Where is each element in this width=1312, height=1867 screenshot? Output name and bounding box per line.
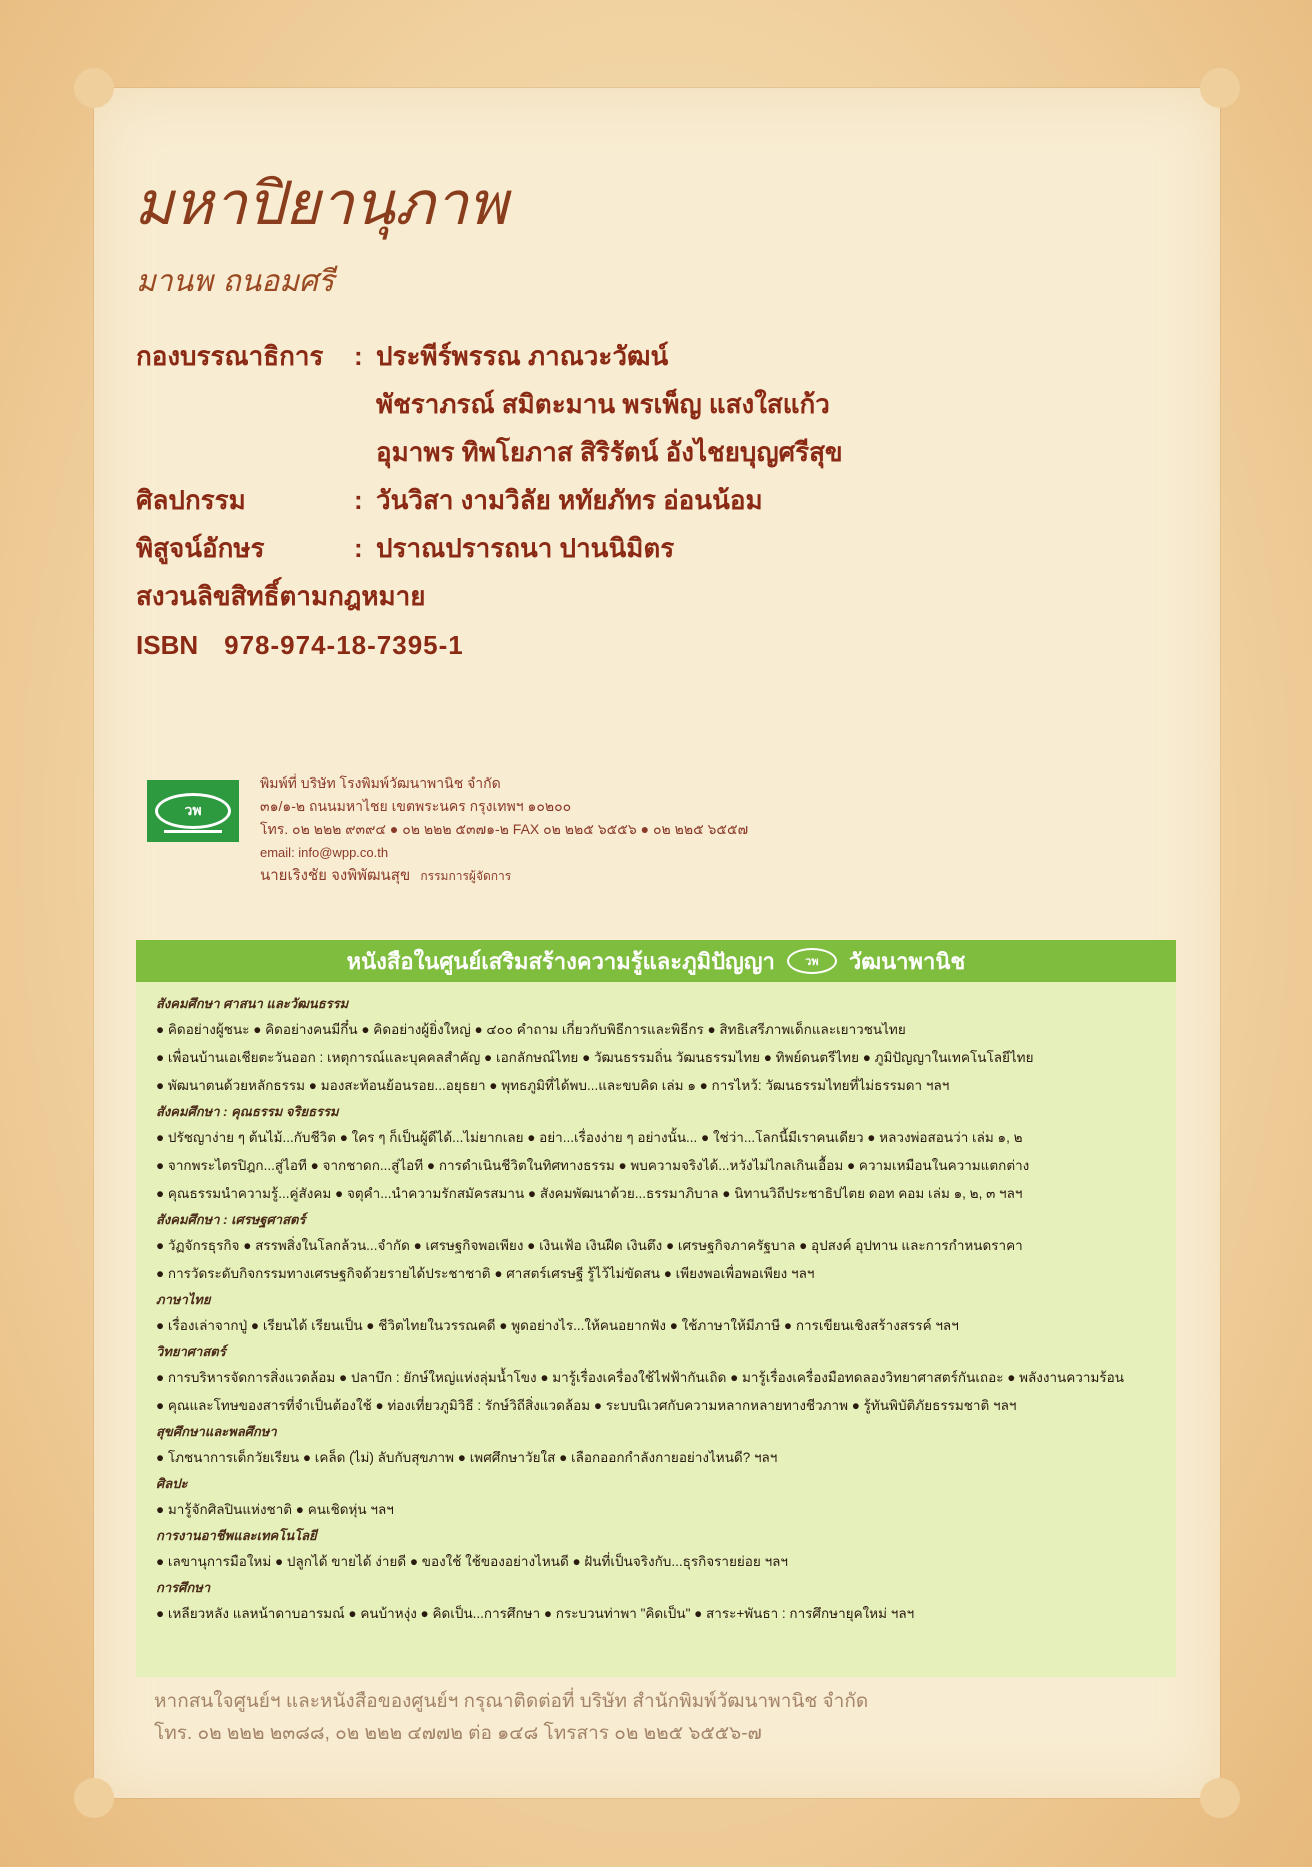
credit-value: พัชราภรณ์ สมิตะมาน พรเพ็ญ แสงใสแก้ว — [376, 388, 830, 419]
credit-colon: : — [354, 532, 363, 563]
credit-line — [136, 524, 1136, 572]
copyright-line — [136, 572, 1136, 620]
credit-label: พิสูจน์อักษร — [136, 532, 265, 563]
category-heading: ศิลปะ — [156, 1476, 188, 1491]
book-title: มหาปิยานุภาพ — [134, 169, 508, 239]
credit-label: กองบรรณาธิการ — [136, 340, 324, 371]
contact-phone-line: โทร. ๐๒ ๒๒๒ ๒๓๘๘, ๐๒ ๒๒๒ ๔๗๗๒ ต่อ ๑๔๘ โทรสาร ๐๒ ๒๒๕ ๖๕๕๖-๗ — [154, 1723, 762, 1744]
printer-logo-mark — [155, 793, 231, 829]
printer-name: พิมพ์ที่ บริษัท โรงพิมพ์วัฒนาพานิช จำกัด — [260, 775, 501, 791]
credit-colon: : — [354, 340, 363, 371]
book-titles-line: ● การวัดระดับกิจกรรมทางเศรษฐกิจด้วยรายได้ประชาชาติ ● ศาสตร์เศรษฐี รู้ไว้ไม่ขัดสน ● เพียงพอเพื่อพอเพียง ฯลฯ — [156, 1266, 815, 1281]
credit-colon: : — [354, 484, 363, 515]
contact-block — [154, 1686, 868, 1750]
credit-value: วันวิสา งามวิลัย หทัยภัทร อ่อนน้อม — [376, 484, 763, 515]
category-heading: สังคมศึกษา : เศรษฐศาสตร์ — [156, 1212, 306, 1227]
corner-notch — [74, 1778, 114, 1818]
credit-value: อุมาพร ทิพโยภาส สิริรัตน์ อังไชยบุญศรีสุข — [376, 436, 843, 467]
book-list-body — [136, 982, 1176, 1628]
book-titles-line: ● เหลียวหลัง แลหน้าดาบอารมณ์ ● คนบ้าหงุ่ง ● คิดเป็น...การศึกษา ● กระบวนท่าพา "คิดเป็น" ● สาระ+พันธา : การศึกษายุคใหม่ ฯลฯ — [156, 1606, 915, 1621]
book-titles-line: ● เรื่องเล่าจากปู่ ● เรียนได้ เรียนเป็น ● ชีวิตไทยในวรรณคดี ● พูดอย่างไร...ให้คนอยากฟัง ● ใช้ภาษาให้มีภาษี ● การเขียนเชิงสร้างสรรค์ ฯลฯ — [156, 1318, 959, 1333]
printer-logo-text: วพ — [184, 803, 202, 819]
book-titles-line: ● พัฒนาตนด้วยหลักธรรม ● มองสะท้อนย้อนรอย...อยุธยา ● พุทธภูมิที่ได้พบ...และขบคิด เล่ม ๑ ● การไหว้: วัฒนธรรมไทยที่ไม่ธรรมดา ฯลฯ — [156, 1078, 950, 1093]
credit-label: ศิลปกรรม — [136, 484, 246, 515]
category-heading: ภาษาไทย — [156, 1292, 211, 1307]
isbn-value: 978-974-18-7395-1 — [224, 629, 464, 660]
category-heading: การงานอาชีพและเทคโนโลยี — [156, 1528, 317, 1543]
copyright-text: สงวนลิขสิทธิ์ตามกฎหมาย — [136, 580, 426, 611]
header-logo-text: วพ — [805, 956, 819, 968]
book-list-header — [136, 940, 1176, 982]
book-list-brand: วัฒนาพานิช — [848, 948, 966, 974]
printer-manager — [260, 864, 960, 888]
credits-block — [136, 332, 1136, 670]
printer-logo — [147, 780, 239, 842]
printer-address: ๓๑/๑-๒ ถนนมหาไชย เขตพระนคร กรุงเทพฯ ๑๐๒๐๐ — [260, 798, 572, 814]
category-heading: สุขศึกษาและพลศึกษา — [156, 1424, 277, 1439]
book-author: มานพ ถนอมศรี — [136, 264, 335, 299]
book-list-heading: หนังสือในศูนย์เสริมสร้างความรู้และภูมิปัญญา — [346, 948, 775, 974]
credit-value: ปราณปรารถนา ปานนิมิตร — [376, 532, 675, 563]
book-titles-line: ● โภชนาการเด็กวัยเรียน ● เคล็ด (ไม่) ลับกับสุขภาพ ● เพศศึกษาวัยใส ● เลือกออกกำลังกายอย่างไหนดี? ฯลฯ — [156, 1450, 778, 1465]
category-heading: วิทยาศาสตร์ — [156, 1344, 226, 1359]
category-heading: สังคมศึกษา ศาสนา และวัฒนธรรม — [156, 996, 349, 1011]
printer-info — [260, 772, 960, 888]
printer-email: email: info@wpp.co.th — [260, 845, 389, 860]
contact-line: หากสนใจศูนย์ฯ และหนังสือของศูนย์ฯ กรุณาติดต่อที่ บริษัท สำนักพิมพ์วัฒนาพานิช จำกัด — [154, 1691, 869, 1712]
book-list-panel — [136, 940, 1176, 1677]
book-titles-line: ● คิดอย่างผู้ชนะ ● คิดอย่างคนมีกึ๋น ● คิดอย่างผู้ยิ่งใหญ่ ● ๔๐๐ คำถาม เกี่ยวกับพิธีการและพิธีกร ● สิทธิเสรีภาพเด็กและเยาวชนไทย — [156, 1022, 906, 1037]
isbn-label: ISBN — [136, 629, 199, 660]
credit-value: ประพีร์พรรณ ภาณวะวัฒน์ — [376, 340, 669, 371]
credit-line — [136, 380, 1136, 428]
category-heading: สังคมศึกษา : คุณธรรม จริยธรรม — [156, 1104, 339, 1119]
credit-line — [136, 332, 1136, 380]
corner-notch — [1200, 68, 1240, 108]
book-titles-line: ● มารู้จักศิลปินแห่งชาติ ● คนเชิดหุ่น ฯลฯ — [156, 1502, 394, 1517]
book-titles-line: ● คุณและโทษของสารที่จำเป็นต้องใช้ ● ท่องเที่ยวภูมิวิธี : รักษ์วิถีสิ่งแวดล้อม ● ระบบนิเวศกับความหลากหลายทางชีวภาพ ● รู้ทันพิบัติภัยธรรมชาติ ฯลฯ — [156, 1398, 1017, 1413]
book-titles-line: ● วัฏจักรธุรกิจ ● สรรพสิ่งในโลกล้วน...จำกัด ● เศรษฐกิจพอเพียง ● เงินเฟ้อ เงินฝืด เงินตึง ● เศรษฐกิจภาครัฐบาล ● อุปสงค์ อุปทาน และการกำหนดราคา — [156, 1238, 1023, 1253]
manager-name: นายเริงชัย จงพิพัฒนสุข — [260, 867, 411, 884]
book-titles-line: ● ปรัชญาง่าย ๆ ต้นไม้...กับชีวิต ● ใคร ๆ ก็เป็นผู้ดีได้...ไม่ยากเลย ● อย่า...เรื่องง่าย ๆ อย่างนั้น... ● ใช่ว่า...โลกนี้มีเราคนเดียว ● หลวงพ่อสอนว่า เล่ม ๑, ๒ — [156, 1130, 1023, 1145]
book-titles-line: ● เลขานุการมือใหม่ ● ปลูกได้ ขายได้ ง่ายดี ● ของใช้ ใช้ของอย่างไหนดี ● ฝันที่เป็นจริงกับ...ธุรกิจรายย่อย ฯลฯ — [156, 1554, 789, 1569]
category-heading: การศึกษา — [156, 1580, 211, 1595]
credit-line — [136, 476, 1136, 524]
book-titles-line: ● เพื่อนบ้านเอเชียตะวันออก : เหตุการณ์และบุคคลสำคัญ ● เอกลักษณ์ไทย ● วัฒนธรรมถิ่น วัฒนธรรมไทย ● ทิพย์ดนตรีไทย ● ภูมิปัญญาในเทคโนโลยีไทย — [156, 1050, 1034, 1065]
printer-phone: โทร. ๐๒ ๒๒๒ ๙๓๙๔ ● ๐๒ ๒๒๒ ๕๓๗๑-๒ FAX ๐๒ ๒๒๕ ๖๕๕๖ ● ๐๒ ๒๒๕ ๖๕๕๗ — [260, 821, 749, 837]
manager-title: กรรมการผู้จัดการ — [420, 869, 512, 883]
isbn-line — [136, 620, 1136, 670]
credit-line — [136, 428, 1136, 476]
publisher-logo-icon — [787, 948, 837, 974]
book-titles-line: ● การบริหารจัดการสิ่งแวดล้อม ● ปลาบึก : ยักษ์ใหญ่แห่งลุ่มน้ำโขง ● มารู้เรื่องเครื่องใช้ไฟฟ้ากันเถิด ● มารู้เรื่องเครื่องมือทดลองวิทยาศาสตร์กันเถอะ ● พลังงานความร้อน — [156, 1370, 1124, 1385]
corner-notch — [74, 68, 114, 108]
book-titles-line: ● คุณธรรมนำความรู้...คู่สังคม ● จตุคำ...นำความรักสมัครสมาน ● สังคมพัฒนาด้วย...ธรรมาภิบาล ● นิทานวิถีประชาธิปไตย ดอท คอม เล่ม ๑, ๒, ๓ ฯลฯ — [156, 1186, 1023, 1201]
corner-notch — [1200, 1778, 1240, 1818]
book-titles-line: ● จากพระไตรปิฎก...สู่ไอที ● จากชาดก...สู่ไอที ● การดำเนินชีวิตในทิศทางธรรม ● พบความจริงได้...หวังไม่ไกลเกินเอื้อม ● ความเหมือนในความแตกต่าง — [156, 1158, 1030, 1173]
